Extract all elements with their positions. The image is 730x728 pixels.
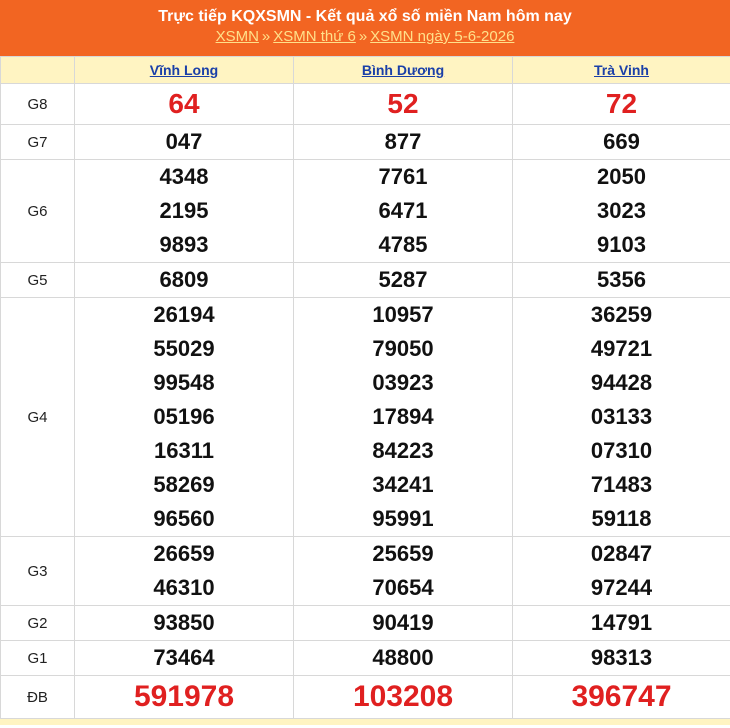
result-number: 64 — [168, 88, 200, 119]
result-number: 02847 — [590, 541, 653, 566]
province-header — [75, 57, 294, 84]
result-cell — [75, 125, 294, 160]
prize-label: G3 — [1, 537, 75, 606]
province-header — [513, 57, 730, 84]
result-number: 03133 — [590, 404, 653, 429]
result-number: 34241 — [372, 472, 434, 497]
result-cell — [75, 263, 294, 298]
result-number: 71483 — [590, 472, 653, 497]
prize-row — [1, 263, 730, 298]
result-number: 52 — [387, 88, 419, 119]
result-number: 4348 — [159, 164, 209, 189]
result-number: 93850 — [153, 610, 215, 635]
prize-row — [1, 160, 730, 263]
result-number: 99548 — [153, 370, 215, 395]
result-number: 72 — [605, 88, 638, 119]
prize-label: G4 — [1, 298, 75, 537]
breadcrumb-separator: » — [358, 28, 368, 45]
result-cell — [294, 641, 513, 676]
result-cell — [75, 537, 294, 606]
result-number: 48800 — [372, 645, 434, 670]
result-number: 49721 — [590, 336, 653, 361]
result-number: 17894 — [372, 404, 434, 429]
result-number: 58269 — [153, 472, 215, 497]
province-link-binh-duong[interactable]: Bình Dương — [361, 62, 445, 78]
result-number: 59118 — [591, 506, 652, 531]
result-number: 96560 — [153, 506, 215, 531]
prize-row — [1, 298, 730, 537]
breadcrumb-separator: » — [261, 28, 271, 45]
result-cell — [75, 298, 294, 537]
result-number: 26659 — [153, 541, 215, 566]
result-number: 36259 — [590, 302, 653, 327]
prize-label: G5 — [1, 263, 75, 298]
result-number: 95991 — [372, 506, 434, 531]
breadcrumb — [0, 27, 730, 47]
result-number: 2050 — [597, 164, 646, 189]
result-cell — [294, 606, 513, 641]
result-number: 4785 — [378, 232, 428, 257]
result-number: 591978 — [133, 680, 235, 713]
prize-row — [1, 537, 730, 606]
result-number: 79050 — [372, 336, 434, 361]
result-number: 6809 — [159, 267, 209, 292]
result-cell — [513, 263, 730, 298]
results-header — [0, 0, 730, 56]
footer-strip — [0, 719, 730, 725]
result-cell — [513, 676, 730, 719]
results-body — [1, 84, 730, 719]
result-number: 05196 — [153, 404, 215, 429]
result-cell — [513, 606, 730, 641]
result-number: 047 — [165, 129, 203, 154]
result-cell — [513, 125, 730, 160]
result-number: 16311 — [154, 438, 214, 463]
result-number: 9103 — [597, 232, 646, 257]
province-header — [294, 57, 513, 84]
prize-label: ĐB — [1, 676, 75, 719]
result-cell — [513, 298, 730, 537]
result-cell — [513, 641, 730, 676]
result-number: 14791 — [590, 610, 653, 635]
province-header-row — [1, 57, 730, 84]
result-number: 669 — [603, 129, 640, 154]
result-cell — [294, 676, 513, 719]
result-number: 2195 — [159, 198, 209, 223]
breadcrumb-xsmn-date[interactable]: XSMN ngày 5-6-2026 — [370, 28, 515, 45]
prize-label: G8 — [1, 84, 75, 125]
result-number: 84223 — [372, 438, 434, 463]
result-cell — [513, 537, 730, 606]
result-cell — [75, 641, 294, 676]
result-cell — [294, 537, 513, 606]
result-cell — [75, 160, 294, 263]
result-cell — [513, 160, 730, 263]
prize-row — [1, 676, 730, 719]
result-number: 46310 — [153, 575, 215, 600]
breadcrumb-xsmn-thu-6[interactable]: XSMN thứ 6 — [273, 28, 356, 45]
page-title: Trực tiếp KQXSMN - Kết quả xổ số miền Nam hôm nay — [158, 8, 572, 25]
province-link-vinh-long[interactable]: Vĩnh Long — [149, 62, 219, 78]
prize-label: G7 — [1, 125, 75, 160]
result-number: 6471 — [378, 198, 428, 223]
result-number: 07310 — [590, 438, 653, 463]
result-number: 3023 — [597, 198, 646, 223]
prize-label: G6 — [1, 160, 75, 263]
result-number: 10957 — [372, 302, 434, 327]
result-number: 03923 — [372, 370, 434, 395]
prize-row — [1, 606, 730, 641]
prize-label: G1 — [1, 641, 75, 676]
result-cell — [294, 298, 513, 537]
result-number: 94428 — [590, 370, 653, 395]
result-number: 25659 — [372, 541, 434, 566]
result-number: 396747 — [571, 680, 672, 713]
result-number: 73464 — [153, 645, 215, 670]
result-number: 26194 — [153, 302, 215, 327]
result-cell — [294, 84, 513, 125]
result-number: 103208 — [352, 680, 454, 713]
result-number: 877 — [384, 129, 422, 154]
result-cell — [75, 84, 294, 125]
result-number: 90419 — [372, 610, 434, 635]
result-number: 7761 — [378, 164, 428, 189]
result-number: 5287 — [378, 267, 428, 292]
result-number: 70654 — [372, 575, 434, 600]
result-cell — [75, 606, 294, 641]
prize-row — [1, 125, 730, 160]
prize-column-header — [1, 57, 75, 84]
prize-label: G2 — [1, 606, 75, 641]
breadcrumb-xsmn[interactable]: XSMN — [215, 28, 259, 45]
result-number: 98313 — [590, 645, 653, 670]
result-cell — [294, 125, 513, 160]
results-table — [0, 56, 730, 719]
prize-row — [1, 641, 730, 676]
result-number: 5356 — [597, 267, 646, 292]
prize-row — [1, 84, 730, 125]
result-number: 97244 — [590, 575, 653, 600]
province-link-tra-vinh[interactable]: Trà Vinh — [594, 62, 649, 78]
result-cell — [294, 263, 513, 298]
result-number: 55029 — [153, 336, 215, 361]
result-cell — [513, 84, 730, 125]
result-cell — [294, 160, 513, 263]
result-cell — [75, 676, 294, 719]
result-number: 9893 — [159, 232, 209, 257]
